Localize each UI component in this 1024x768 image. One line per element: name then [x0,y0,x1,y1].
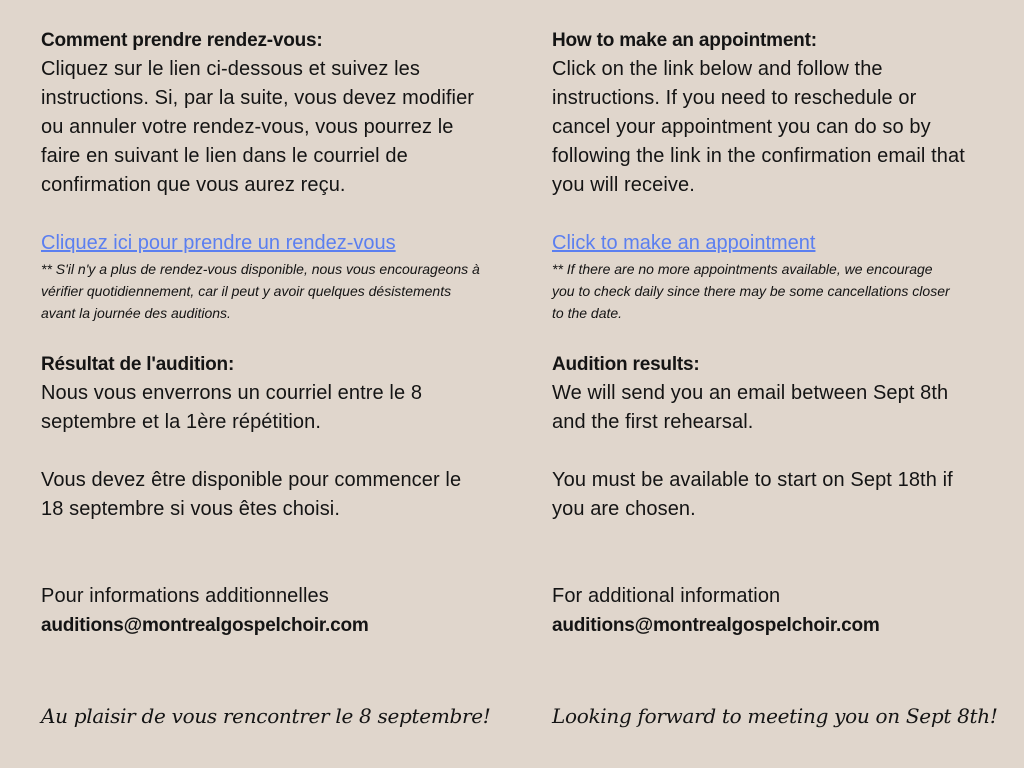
french-availability-text: Vous devez être disponible pour commencer le 18 septembre si vous êtes choisi. [41,469,462,520]
french-availability-note: ** S'il n'y a plus de rendez-vous disponible, nous vous encourageons à vérifier quotidiennement, car il peut y avoir quelques désistements avant la journée des auditions. [41,261,480,321]
english-appointment-heading: How to make an appointment: [552,30,817,51]
spacer [41,437,481,466]
english-info-label: For additional information [552,585,781,607]
spacer [552,324,992,350]
french-appointment-link[interactable]: Cliquez ici pour prendre un rendez-vous [41,232,396,254]
english-closing: Looking forward to meeting you on Sept 8th! [552,704,998,728]
french-results-text: Nous vous enverrons un courriel entre le 8 septembre et la 1ère répétition. [41,382,423,433]
french-appointment-text: Cliquez sur le lien ci-dessous et suivez les instructions. Si, par la suite, vous devez modifier ou annuler votre rendez-vous, vous pourrez le faire en suivant le lien dans le courriel de confirmation que vous aurez reçu. [41,58,475,196]
english-appointment-link[interactable]: Click to make an appointment [552,232,816,254]
english-email[interactable]: auditions@montrealgospelchoir.com [552,615,880,636]
french-closing: Au plaisir de vous rencontrer le 8 septembre! [41,704,491,728]
french-column [41,26,481,640]
spacer [552,524,992,582]
english-column [552,26,992,640]
english-availability-note: ** If there are no more appointments available, we encourage you to check daily since there may be some cancellations closer to the date. [552,261,950,321]
english-availability-text: You must be available to start on Sept 18th if you are chosen. [552,469,953,520]
english-results-heading: Audition results: [552,354,700,375]
english-results-text: We will send you an email between Sept 8th and the first rehearsal. [552,382,949,433]
spacer [41,524,481,582]
french-appointment-heading: Comment prendre rendez-vous: [41,30,323,51]
english-appointment-text: Click on the link below and follow the instructions. If you need to reschedule or cancel your appointment you can do so by following the link in the confirmation email that you will receive. [552,58,965,196]
spacer [41,324,481,350]
french-info-label: Pour informations additionnelles [41,585,329,607]
french-email[interactable]: auditions@montrealgospelchoir.com [41,615,369,636]
spacer [552,437,992,466]
french-results-heading: Résultat de l'audition: [41,354,235,375]
